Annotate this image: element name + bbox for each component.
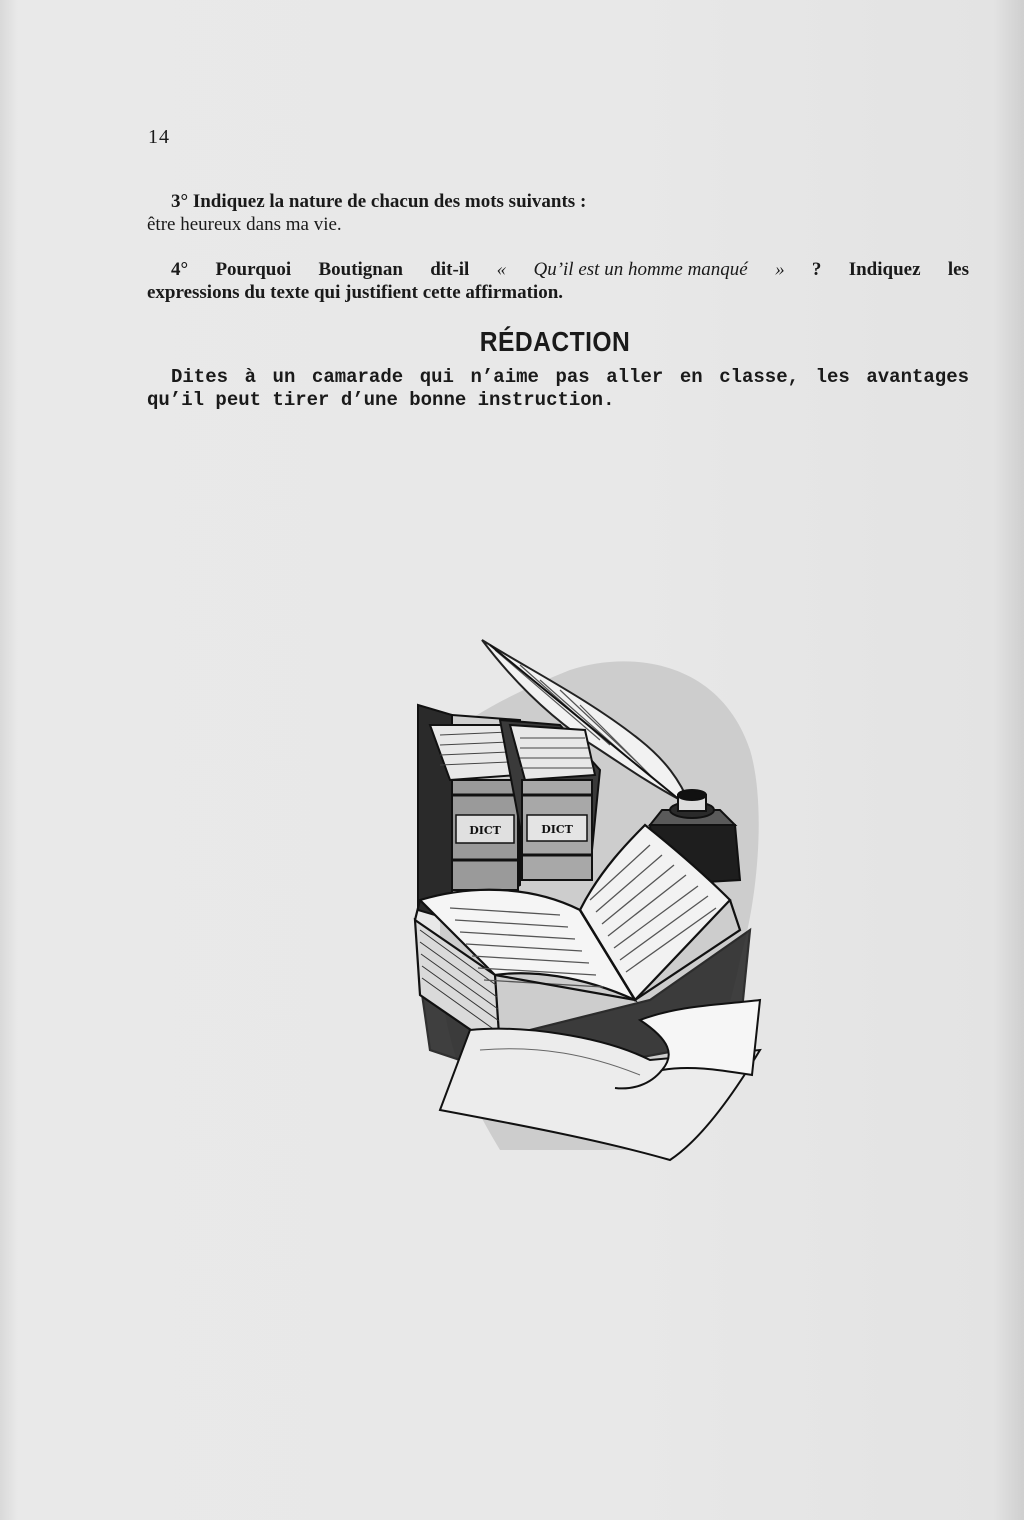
- question-4-word: dit-il: [430, 259, 470, 280]
- books-quill-inkwell-illustration: [400, 630, 780, 1170]
- question-4-word: Indiquez: [848, 259, 921, 280]
- prompt-word: n’aime: [470, 366, 539, 388]
- redaction-prompt-line-2: qu’il peut tirer d’une bonne instruction.: [147, 389, 615, 411]
- prompt-word: en: [679, 366, 703, 388]
- prompt-word: avantages: [866, 366, 969, 388]
- question-3-lead: 3° Indiquez la nature de chacun des mots suivants :: [171, 191, 587, 212]
- prompt-word: aller: [606, 366, 664, 388]
- question-4-word: Pourquoi: [215, 259, 292, 280]
- question-4-word: Boutignan: [318, 259, 403, 280]
- question-4-word: les: [947, 259, 969, 280]
- question-4-quotation: Qu’il est un homme manqué: [533, 259, 748, 280]
- question-4-word: ?: [811, 259, 822, 280]
- prompt-word: camarade: [311, 366, 404, 388]
- prompt-word: qui: [419, 366, 454, 388]
- prompt-word: classe,: [719, 366, 800, 388]
- question-3: [147, 190, 969, 236]
- prompt-word: les: [815, 366, 850, 388]
- redaction-prompt: [147, 366, 969, 412]
- prompt-word: pas: [555, 366, 590, 388]
- question-4: [147, 258, 969, 304]
- spine-label-right: DICT: [541, 823, 573, 836]
- spine-label-left: DICT: [469, 824, 501, 837]
- question-4-line-1: [147, 258, 969, 281]
- question-4-quote-open: «: [496, 259, 507, 280]
- redaction-prompt-line-1: [147, 366, 969, 389]
- question-4-line-2: expressions du texte qui justifient cette affirmation.: [147, 282, 564, 303]
- prompt-word: Dites: [171, 366, 229, 388]
- section-title: RÉDACTION: [479, 326, 631, 357]
- question-3-body: être heureux dans ma vie.: [147, 214, 342, 235]
- prompt-word: à: [244, 366, 256, 388]
- prompt-word: un: [272, 366, 296, 388]
- question-4-quote-close: »: [775, 259, 785, 280]
- page-number: 14: [148, 126, 170, 148]
- question-4-number: 4°: [171, 259, 189, 280]
